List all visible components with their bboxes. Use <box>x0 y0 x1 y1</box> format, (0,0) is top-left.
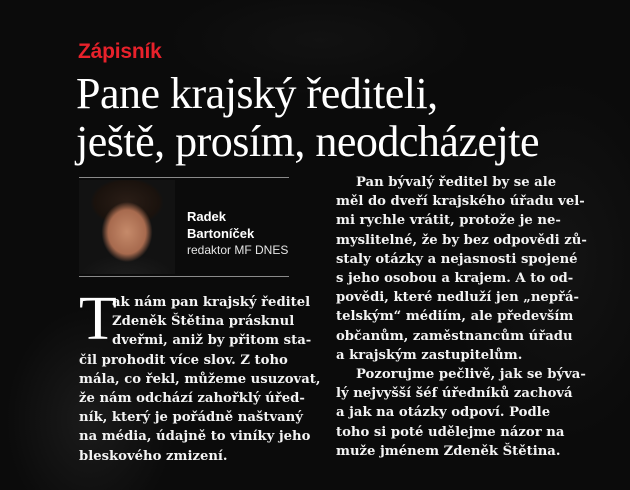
author-role: redaktor MF DNES <box>187 243 289 257</box>
headline <box>76 70 539 166</box>
article-line: Pozorujme pečlivě, jak se býva- <box>356 367 586 383</box>
article-line: lý nejvyšší šéf úředníků zachová <box>336 386 573 402</box>
author-box <box>79 177 289 277</box>
article-line: na média, údajně to viníky jeho <box>79 429 311 445</box>
article-line: toho si poté udělejme názor na <box>336 424 565 440</box>
article-line: Zdeněk Štětina prásknul <box>112 314 295 330</box>
article-line: ak nám pan krajský ředitel <box>112 295 311 310</box>
article-line: a krajským zastupitelům. <box>336 347 523 363</box>
author-first-name: Radek <box>187 209 227 224</box>
article-line: čil prohodit více slov. Z toho <box>79 352 288 368</box>
article-line: myslitelné, že by bez odpovědi zů- <box>336 232 587 248</box>
article-line: ník, který je pořádně naštvaný <box>79 410 303 426</box>
article-line: s jeho osobou a krajem. A to od- <box>336 271 574 287</box>
article-line: mi rychle vrátit, protože je ne- <box>336 213 561 229</box>
article-line: muže jménem Zdeněk Štětina. <box>336 443 561 459</box>
article-line: bleskového zmizení. <box>79 448 228 464</box>
section-label: Zápisník <box>78 40 162 63</box>
headline-line-2: ještě, prosím, neodcházejte <box>76 117 539 166</box>
author-name <box>187 208 254 242</box>
headline-line-1: Pane krajský řediteli, <box>76 69 438 118</box>
article-line: povědi, které nedluží jen „nepřá- <box>336 290 580 306</box>
article-line: občanům, zaměstnancům úřadu <box>336 328 573 344</box>
article-line: telským“ médiím, ale především <box>336 309 574 325</box>
article-line: mála, co řekl, můžeme usuzovat, <box>79 371 321 387</box>
article-line: staly otázky a nejasnosti spojené <box>336 251 578 267</box>
article-line: měl do dveří krajského úřadu vel- <box>336 194 585 210</box>
article-column-left <box>79 285 321 466</box>
author-last-name: Bartoníček <box>187 226 255 241</box>
article-line: dveřmi, aniž by přitom sta- <box>112 333 312 349</box>
article-column-right <box>336 173 587 461</box>
author-photo <box>79 180 175 274</box>
article-line: a jak na otázky odpoví. Podle <box>336 405 551 421</box>
drop-cap: T <box>79 285 117 353</box>
article-line: že nám odchází zahořklý úřed- <box>79 391 305 407</box>
article-line: Pan bývalý ředitel by se ale <box>356 175 557 190</box>
